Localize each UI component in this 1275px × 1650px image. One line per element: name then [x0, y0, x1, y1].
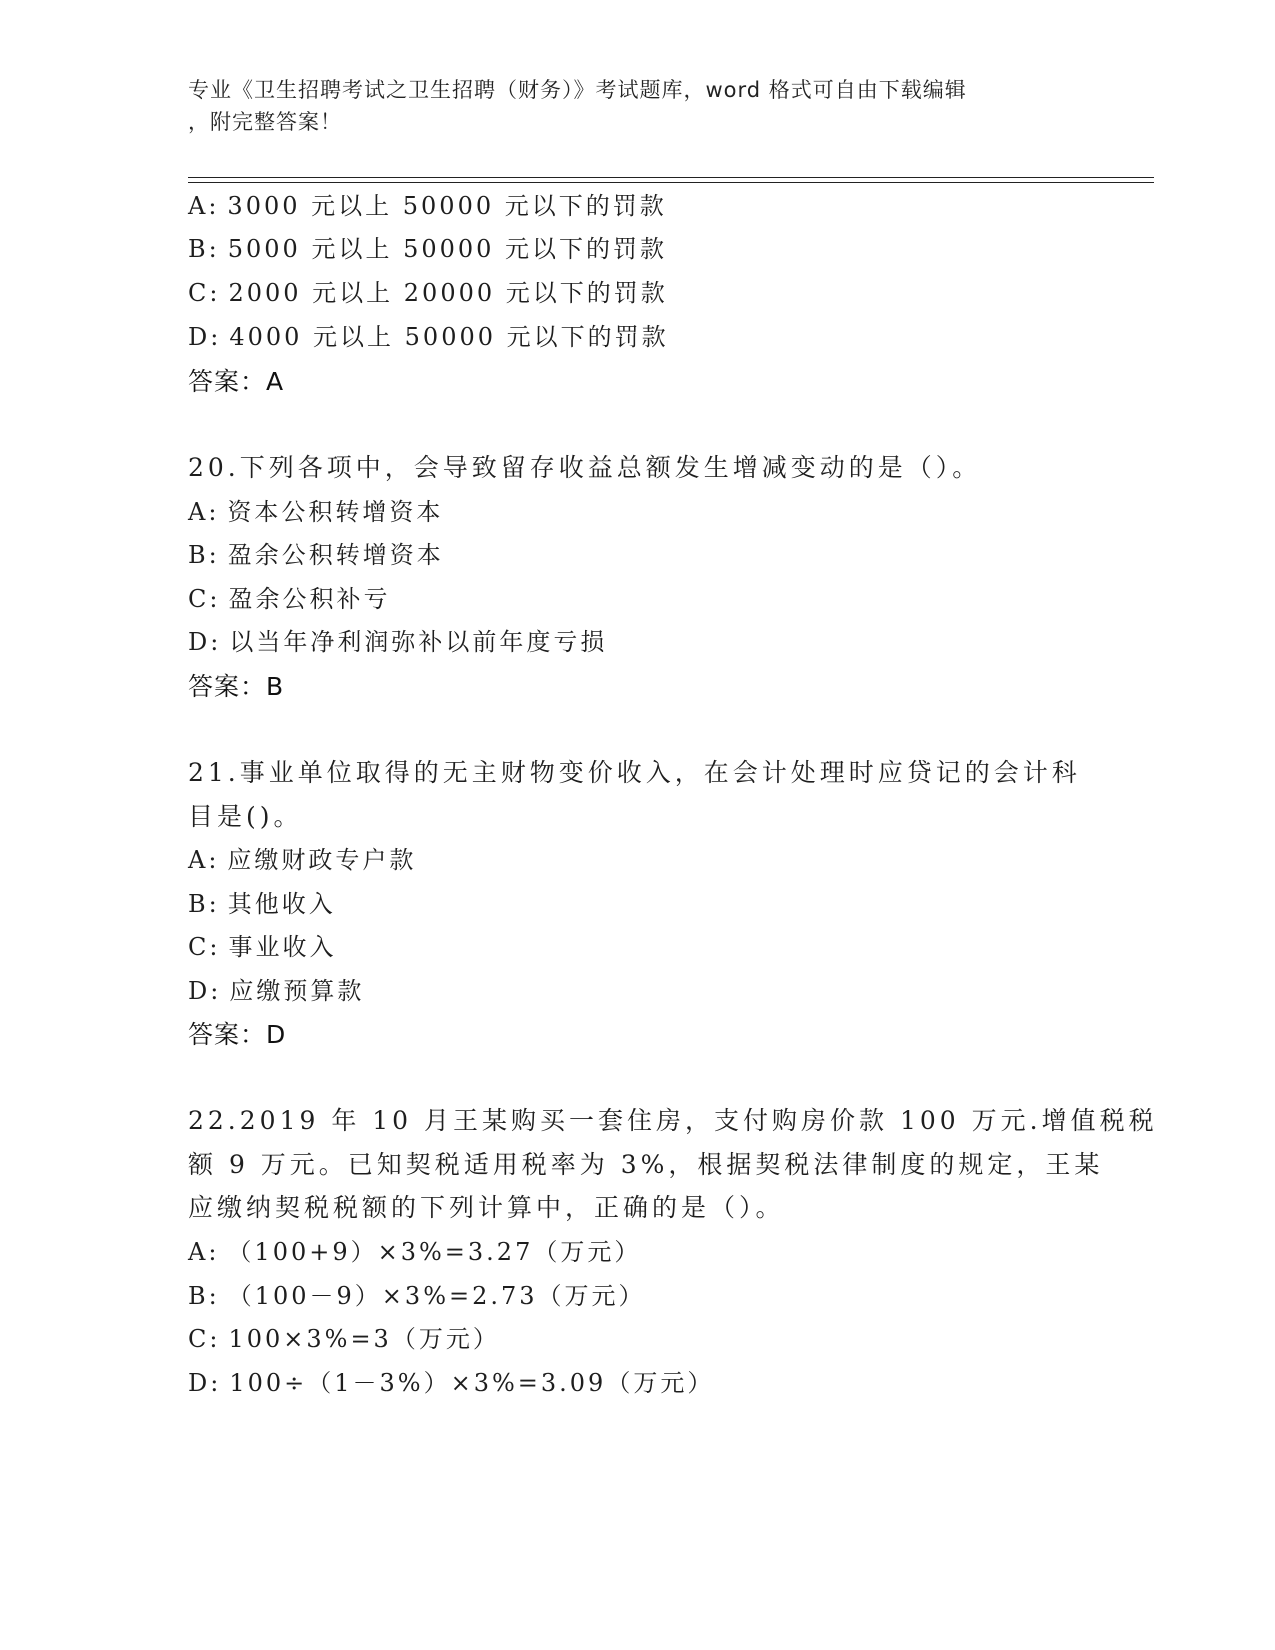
option-label: A: [188, 192, 220, 220]
option-text: 100×3%=3（万元） [228, 1325, 500, 1353]
q20-option-c [188, 579, 390, 614]
option-label: C: [188, 933, 221, 961]
option-text: 其他收入 [227, 890, 336, 918]
option-text: 以当年净利润弥补以前年度亏损 [229, 628, 608, 656]
option-label: B: [188, 541, 220, 569]
option-text: 盈余公积补亏 [228, 585, 391, 613]
q20-option-d [188, 622, 607, 657]
option-label: C: [188, 585, 221, 613]
option-text: 资本公积转增资本 [227, 498, 444, 526]
q19-option-b [188, 229, 667, 264]
option-label: B: [188, 1282, 220, 1310]
option-label: B: [188, 235, 220, 263]
option-label: D: [188, 977, 222, 1005]
q19-answer: 答案：A [188, 367, 285, 396]
q19-option-a [188, 186, 667, 221]
option-text: 5000 元以上 50000 元以下的罚款 [227, 235, 668, 263]
option-label: D: [188, 1369, 222, 1397]
option-text: 3000 元以上 50000 元以下的罚款 [227, 192, 667, 220]
q19-option-d [188, 317, 669, 352]
q19-option-c [188, 273, 668, 308]
header-rule-top [188, 177, 1154, 178]
q21-option-a [188, 840, 416, 875]
option-label: D: [188, 628, 222, 656]
option-text: 4000 元以上 50000 元以下的罚款 [229, 323, 669, 351]
option-text: （100+9）×3%=3.27（万元） [227, 1238, 642, 1266]
option-label: A: [188, 498, 220, 526]
option-label: D: [188, 323, 222, 351]
option-label: A: [188, 1238, 220, 1266]
q22-option-b [188, 1276, 646, 1311]
q21-option-c [188, 927, 336, 962]
q21-stem-line-1: 21.事业单位取得的无主财物变价收入，在会计处理时应贷记的会计科 [188, 758, 1081, 787]
q22-option-d [188, 1363, 714, 1398]
option-text: 应缴财政专户款 [227, 846, 417, 874]
option-label: A: [188, 846, 220, 874]
q22-option-c [188, 1319, 500, 1354]
q22-stem-line-3: 应缴纳契税税额的下列计算中，正确的是（）。 [188, 1193, 785, 1222]
option-text: 盈余公积转增资本 [227, 541, 444, 569]
option-text: 2000 元以上 20000 元以下的罚款 [228, 279, 668, 307]
option-label: B: [188, 890, 220, 918]
option-text: 应缴预算款 [229, 977, 365, 1005]
option-text: 100÷（1－3%）×3%=3.09（万元） [229, 1369, 715, 1397]
option-text: （100－9）×3%=2.73（万元） [227, 1282, 646, 1310]
q20-answer: 答案：B [188, 672, 285, 701]
header-line-1: 专业《卫生招聘考试之卫生招聘（财务）》考试题库，word 格式可自由下载编辑 [188, 78, 967, 102]
q22-stem-line-1: 22.2019 年 10 月王某购买一套住房，支付购房价款 100 万元.增值税税 [188, 1106, 1158, 1135]
q22-option-a [188, 1232, 641, 1267]
header-line-2: ，附完整答案！ [188, 110, 342, 134]
q21-stem-line-2: 目是()。 [188, 802, 303, 831]
q21-answer: 答案：D [188, 1020, 287, 1049]
option-label: C: [188, 1325, 221, 1353]
q20-stem: 20.下列各项中，会导致留存收益总额发生增减变动的是（）。 [188, 453, 982, 482]
option-label: C: [188, 279, 221, 307]
header-rule-bottom [188, 182, 1154, 183]
q21-option-b [188, 884, 336, 919]
q22-stem-line-2: 额 9 万元。已知契税适用税率为 3%，根据契税法律制度的规定，王某 [188, 1150, 1104, 1179]
q20-option-b [188, 535, 444, 570]
q21-option-d [188, 971, 364, 1006]
q20-option-a [188, 492, 443, 527]
option-text: 事业收入 [228, 933, 337, 961]
document-header [188, 74, 1068, 138]
